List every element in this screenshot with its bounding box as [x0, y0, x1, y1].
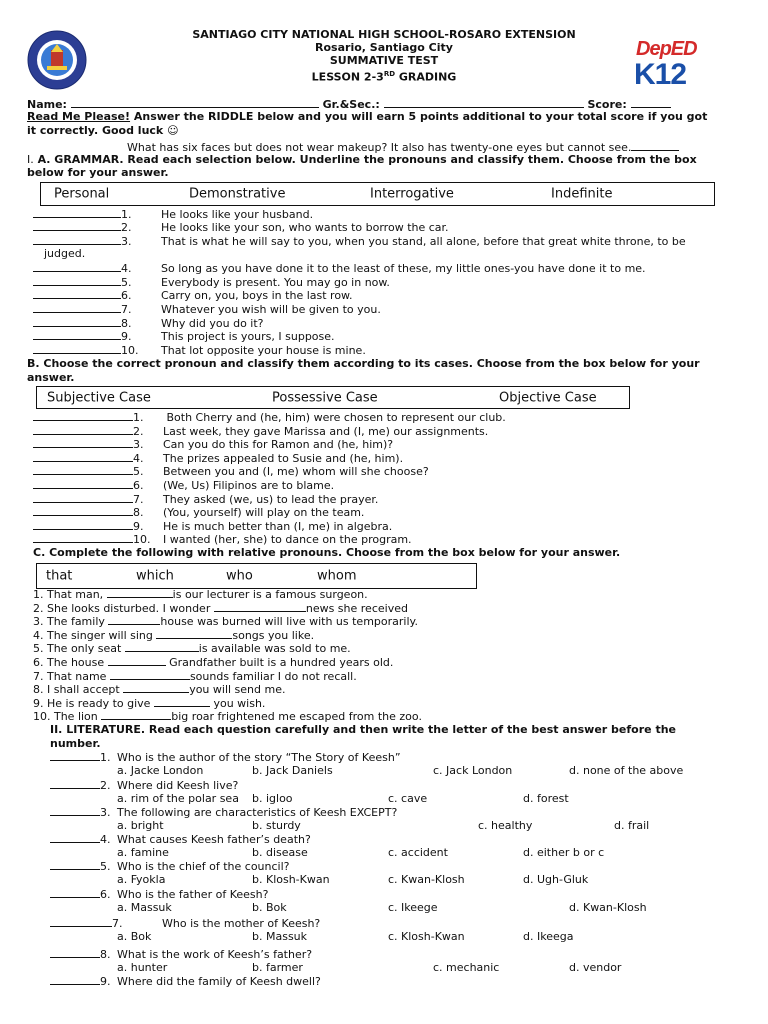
question-number: 1.	[100, 751, 111, 764]
answer-blank[interactable]	[33, 302, 121, 313]
answer-option[interactable]: c. healthy	[478, 819, 533, 832]
question-number: 9.	[100, 975, 111, 988]
grammar-item	[33, 316, 264, 330]
relative-blank[interactable]	[107, 587, 173, 598]
box-indefinite: Indefinite	[551, 186, 613, 202]
answer-blank[interactable]	[50, 805, 100, 816]
case-item	[33, 505, 364, 519]
item-number: 7.	[121, 303, 132, 316]
grammar-item	[33, 302, 381, 316]
question-text: The following are characteristics of Keesh EXCEPT?	[117, 806, 398, 819]
answer-blank[interactable]	[33, 478, 133, 489]
item-text: Why did you do it?	[161, 317, 264, 330]
item-text: Whatever you wish will be given to you.	[161, 303, 381, 316]
item-text: I wanted (her, she) to dance on the program.	[163, 533, 412, 547]
relative-blank[interactable]	[123, 682, 189, 693]
answer-option[interactable]: a. rim of the polar sea	[117, 792, 239, 805]
grammar-item	[33, 234, 686, 248]
answer-option[interactable]: a. bright	[117, 819, 164, 832]
item-text: 5. The only seat	[33, 642, 125, 656]
grammar-title: I. A. GRAMMAR. Read each selection below. Underline the pronouns and classify them. Choose from the box	[27, 153, 697, 166]
item-number: 2.	[133, 424, 144, 438]
literature-title-2: number.	[50, 737, 101, 750]
pronoun-type-box	[40, 182, 715, 206]
item-text: songs you like.	[232, 628, 315, 642]
item-text: This project is yours, I suppose.	[161, 330, 335, 343]
cases-title-2: answer.	[27, 371, 75, 384]
item-number: 5.	[121, 276, 132, 289]
grammar-item	[33, 220, 449, 234]
grade-field[interactable]	[384, 97, 584, 108]
answer-blank[interactable]	[50, 916, 112, 927]
box-objective: Objective Case	[499, 390, 597, 405]
item-number: 8.	[121, 317, 132, 330]
item-number: 7.	[133, 492, 144, 506]
box-which: which	[136, 568, 174, 584]
answer-blank[interactable]	[50, 859, 100, 870]
answer-blank[interactable]	[50, 832, 100, 843]
item-number: 6.	[133, 479, 144, 492]
riddle-answer-field[interactable]	[631, 140, 679, 151]
item-text: He looks like your son, who wants to borrow the car.	[161, 221, 449, 234]
answer-blank[interactable]	[50, 947, 100, 958]
item-text: is our lecturer is a famous surgeon.	[172, 588, 368, 601]
item-number: 8.	[133, 506, 144, 520]
answer-blank[interactable]	[33, 410, 133, 421]
item-text: Grandfather built is a hundred years old.	[165, 656, 394, 669]
item-text: 9. He is ready to give	[33, 696, 154, 710]
name-label: Name:	[27, 98, 67, 111]
case-item	[33, 451, 403, 465]
answer-option[interactable]: c. Kwan-Klosh	[388, 873, 465, 886]
item-text: you wish.	[209, 696, 266, 710]
answer-blank[interactable]	[33, 261, 121, 272]
answer-blank[interactable]	[33, 329, 121, 340]
box-that: that	[46, 568, 73, 584]
answer-option[interactable]: d. forest	[523, 792, 569, 805]
answer-option[interactable]: b. Bok	[252, 901, 287, 914]
answer-blank[interactable]	[33, 424, 133, 435]
relative-blank[interactable]	[108, 614, 160, 625]
name-row	[27, 97, 671, 111]
question-text: What is the work of Keesh’s father?	[117, 948, 313, 961]
answer-option[interactable]: a. famine	[117, 846, 169, 859]
answer-option[interactable]: a. Massuk	[117, 901, 172, 914]
relative-item	[33, 641, 351, 655]
riddle-line	[27, 110, 707, 123]
answer-option[interactable]: b. sturdy	[252, 819, 301, 832]
score-field[interactable]	[631, 97, 671, 108]
box-personal: Personal	[54, 186, 110, 202]
question	[50, 805, 397, 819]
answer-blank[interactable]	[50, 778, 100, 789]
answer-option[interactable]: b. Massuk	[252, 930, 308, 943]
item-text: sounds familiar I do not recall.	[189, 669, 357, 683]
question-number: 6.	[100, 888, 111, 901]
item-text: news she received	[305, 601, 408, 615]
answer-blank[interactable]	[33, 451, 133, 462]
relative-box	[36, 563, 477, 589]
literature-title: II. LITERATURE. Read each question carefully and then write the letter of the best answer before the	[50, 723, 676, 736]
question-number: 2.	[100, 779, 111, 792]
item-text: Carry on, you, boys in the last row.	[161, 289, 353, 302]
answer-blank[interactable]	[50, 887, 100, 898]
riddle-label: Read Me Please!	[27, 110, 131, 123]
item-text: (We, Us) Filipinos are to blame.	[163, 479, 335, 492]
relative-item	[33, 655, 393, 669]
item-number: 2.	[121, 221, 132, 234]
item-text: He is much better than (I, me) in algebra.	[163, 519, 393, 533]
question-text: Who is the chief of the council?	[117, 860, 290, 873]
answer-option[interactable]: c. accident	[388, 846, 448, 859]
relative-blank[interactable]	[156, 628, 232, 639]
answer-option[interactable]: c. mechanic	[433, 961, 500, 974]
deped-k12-logo	[634, 38, 734, 94]
item-text: 1. That man,	[33, 588, 107, 601]
answer-blank[interactable]	[33, 492, 133, 503]
riddle-line-2: it correctly. Good luck ☺	[27, 124, 179, 137]
case-item	[33, 437, 393, 451]
score-label: Score:	[587, 98, 627, 111]
answer-blank[interactable]	[33, 207, 121, 218]
grammar-item	[33, 261, 646, 275]
case-item	[33, 410, 506, 424]
answer-option[interactable]: a. Jacke London	[117, 764, 204, 777]
item-text: Can you do this for Ramon and (he, him)?	[163, 438, 394, 452]
case-item	[33, 519, 392, 533]
item-number: 10.	[121, 344, 139, 357]
question	[50, 887, 268, 901]
item-text: you will send me.	[189, 683, 286, 697]
grammar-item	[33, 288, 353, 302]
item-text: 10. The lion	[33, 710, 102, 724]
item-text: is available was sold to me.	[198, 642, 351, 656]
grammar-item	[33, 329, 335, 343]
relative-item	[33, 614, 418, 628]
answer-blank[interactable]	[33, 519, 133, 530]
box-subjective: Subjective Case	[47, 390, 151, 405]
answer-option[interactable]: d. Ugh-Gluk	[523, 873, 589, 886]
question-text: Who is the author of the story “The Story of Keesh”	[117, 751, 401, 764]
answer-option[interactable]: b. disease	[252, 846, 308, 859]
item-number: 4.	[133, 451, 144, 465]
item-number: 3.	[133, 438, 144, 452]
answer-blank[interactable]	[33, 532, 133, 543]
deped-text: DepED	[636, 38, 697, 60]
case-item	[33, 492, 378, 506]
answer-blank[interactable]	[50, 750, 100, 761]
name-field[interactable]	[71, 97, 319, 108]
answer-option[interactable]: d. none of the above	[569, 764, 684, 777]
answer-option[interactable]: c. cave	[388, 792, 428, 805]
grammar-item	[33, 275, 390, 289]
answer-blank[interactable]	[33, 234, 121, 245]
answer-option[interactable]: c. Klosh-Kwan	[388, 930, 465, 943]
item-text: 7. That name	[33, 669, 110, 683]
lesson-title: LESSON 2-3RD GRADING	[311, 70, 457, 84]
k12-text: K12	[634, 58, 687, 91]
item-number: 5.	[133, 465, 144, 479]
relative-item	[33, 587, 368, 601]
answer-option[interactable]: b. Jack Daniels	[252, 764, 333, 777]
answer-option[interactable]: d. either b or c	[523, 846, 605, 859]
item-number: 10.	[133, 533, 151, 547]
answer-blank[interactable]	[33, 464, 133, 475]
question-number: 5.	[100, 860, 111, 873]
grammar-item	[33, 343, 366, 357]
question	[50, 778, 238, 792]
case-item	[33, 464, 429, 478]
answer-option[interactable]: d. frail	[614, 819, 650, 832]
grammar-item	[44, 247, 85, 260]
answer-option[interactable]: d. vendor	[569, 961, 622, 974]
answer-blank[interactable]	[33, 343, 121, 354]
grammar-title-2: below for your answer.	[27, 166, 169, 179]
answer-option[interactable]: a. hunter	[117, 961, 168, 974]
question	[50, 832, 311, 846]
item-number: 6.	[121, 289, 132, 302]
item-number: 1.	[121, 208, 132, 221]
answer-option[interactable]: b. Klosh-Kwan	[252, 873, 330, 886]
answer-option[interactable]: b. igloo	[252, 792, 293, 805]
answer-blank[interactable]	[33, 316, 121, 327]
item-text: house was burned will live with us temporarily.	[160, 615, 418, 629]
item-text: Last week, they gave Marissa and (I, me) our assignments.	[163, 424, 489, 438]
item-text: (You, yourself) will play on the team.	[163, 506, 365, 520]
box-possessive: Possessive Case	[272, 390, 378, 405]
item-text: Both Cherry and (he, him) were chosen to represent our club.	[163, 411, 506, 424]
answer-option[interactable]: b. farmer	[252, 961, 303, 974]
answer-option[interactable]: d. Kwan-Klosh	[569, 901, 647, 914]
question	[50, 916, 320, 930]
riddle-question: What has six faces but does not wear makeup? It also has twenty-one eyes but cannot see.	[127, 140, 679, 154]
item-number: 3.	[121, 235, 132, 248]
box-interrogative: Interrogative	[370, 186, 454, 202]
question	[50, 974, 321, 988]
question	[50, 750, 401, 764]
answer-option[interactable]: c. Ikeege	[388, 901, 438, 914]
box-who: who	[226, 568, 253, 584]
item-text: Between you and (I, me) whom will she choose?	[163, 465, 429, 479]
answer-option[interactable]: c. Jack London	[433, 764, 513, 777]
grade-label: Gr.&Sec.:	[322, 98, 380, 111]
case-box	[36, 386, 630, 409]
answer-blank[interactable]	[33, 275, 121, 286]
item-text: 8. I shall accept	[33, 683, 124, 697]
school-address: Rosario, Santiago City	[315, 41, 453, 54]
relative-item	[33, 682, 286, 696]
answer-option[interactable]: d. Ikeega	[523, 930, 574, 943]
relative-blank[interactable]	[108, 655, 166, 666]
grammar-item	[33, 207, 313, 221]
test-title: SUMMATIVE TEST	[329, 54, 439, 67]
cases-title: B. Choose the correct pronoun and classify them according to its cases. Choose from the box below for your	[27, 357, 700, 370]
question-text: Where did Keesh live?	[117, 779, 239, 792]
item-number: 1.	[133, 411, 144, 424]
answer-option[interactable]: a. Bok	[117, 930, 152, 943]
case-item	[33, 424, 488, 438]
item-text: That lot opposite your house is mine.	[161, 344, 366, 357]
answer-blank[interactable]	[33, 505, 133, 516]
item-text: He looks like your husband.	[161, 208, 314, 221]
relative-blank[interactable]	[101, 709, 171, 720]
relative-blank[interactable]	[110, 669, 190, 680]
question-number: 4.	[100, 833, 111, 846]
box-demonstrative: Demonstrative	[189, 186, 286, 202]
item-number: 9.	[133, 519, 144, 533]
relative-item	[33, 709, 422, 723]
relative-item	[33, 628, 314, 642]
item-text: judged.	[44, 247, 86, 260]
item-text: 4. The singer will sing	[33, 628, 157, 642]
item-text: The prizes appealed to Susie and (he, him).	[163, 451, 404, 465]
answer-blank[interactable]	[33, 220, 121, 231]
relative-title: C. Complete the following with relative pronouns. Choose from the box below for your answer.	[33, 546, 621, 559]
item-number: 4.	[121, 262, 132, 275]
item-text: So long as you have done it to the least of these, my little ones-you have done it to me.	[161, 262, 646, 275]
case-item	[33, 532, 412, 546]
relative-item	[33, 601, 408, 615]
question-number: 3.	[100, 806, 111, 819]
item-text: They asked (we, us) to lead the prayer.	[163, 492, 379, 506]
item-text: 3. The family	[33, 615, 109, 629]
school-name: SANTIAGO CITY NATIONAL HIGH SCHOOL-ROSARO EXTENSION	[192, 28, 576, 41]
question-number: 7.	[112, 917, 123, 930]
relative-item	[33, 669, 357, 683]
item-text: Everybody is present. You may go in now.	[161, 276, 390, 289]
question-text: Who is the mother of Keesh?	[162, 917, 321, 930]
relative-blank[interactable]	[154, 696, 210, 707]
relative-blank[interactable]	[214, 601, 306, 612]
question-number: 8.	[100, 948, 111, 961]
question	[50, 859, 290, 873]
answer-option[interactable]: a. Fyokla	[117, 873, 166, 886]
case-item	[33, 478, 334, 492]
item-text: big roar frightened me escaped from the zoo.	[171, 710, 422, 724]
question-text: What causes Keesh father’s death?	[117, 833, 311, 846]
box-whom: whom	[317, 568, 357, 584]
riddle-text: Answer the RIDDLE below and you will earn 5 points additional to your total score if you got	[130, 110, 708, 123]
answer-blank[interactable]	[50, 974, 100, 985]
item-text: That is what he will say to you, when you stand, all alone, before that great white throne, to be	[161, 235, 686, 248]
relative-item	[33, 696, 265, 710]
item-number: 9.	[121, 330, 132, 343]
answer-blank[interactable]	[33, 288, 121, 299]
item-text: 6. The house	[33, 656, 108, 669]
item-text: 2. She looks disturbed. I wonder	[33, 601, 214, 615]
question	[50, 947, 312, 961]
relative-blank[interactable]	[125, 641, 199, 652]
question-text: Who is the father of Keesh?	[117, 888, 269, 901]
question-text: Where did the family of Keesh dwell?	[117, 975, 321, 988]
answer-blank[interactable]	[33, 437, 133, 448]
